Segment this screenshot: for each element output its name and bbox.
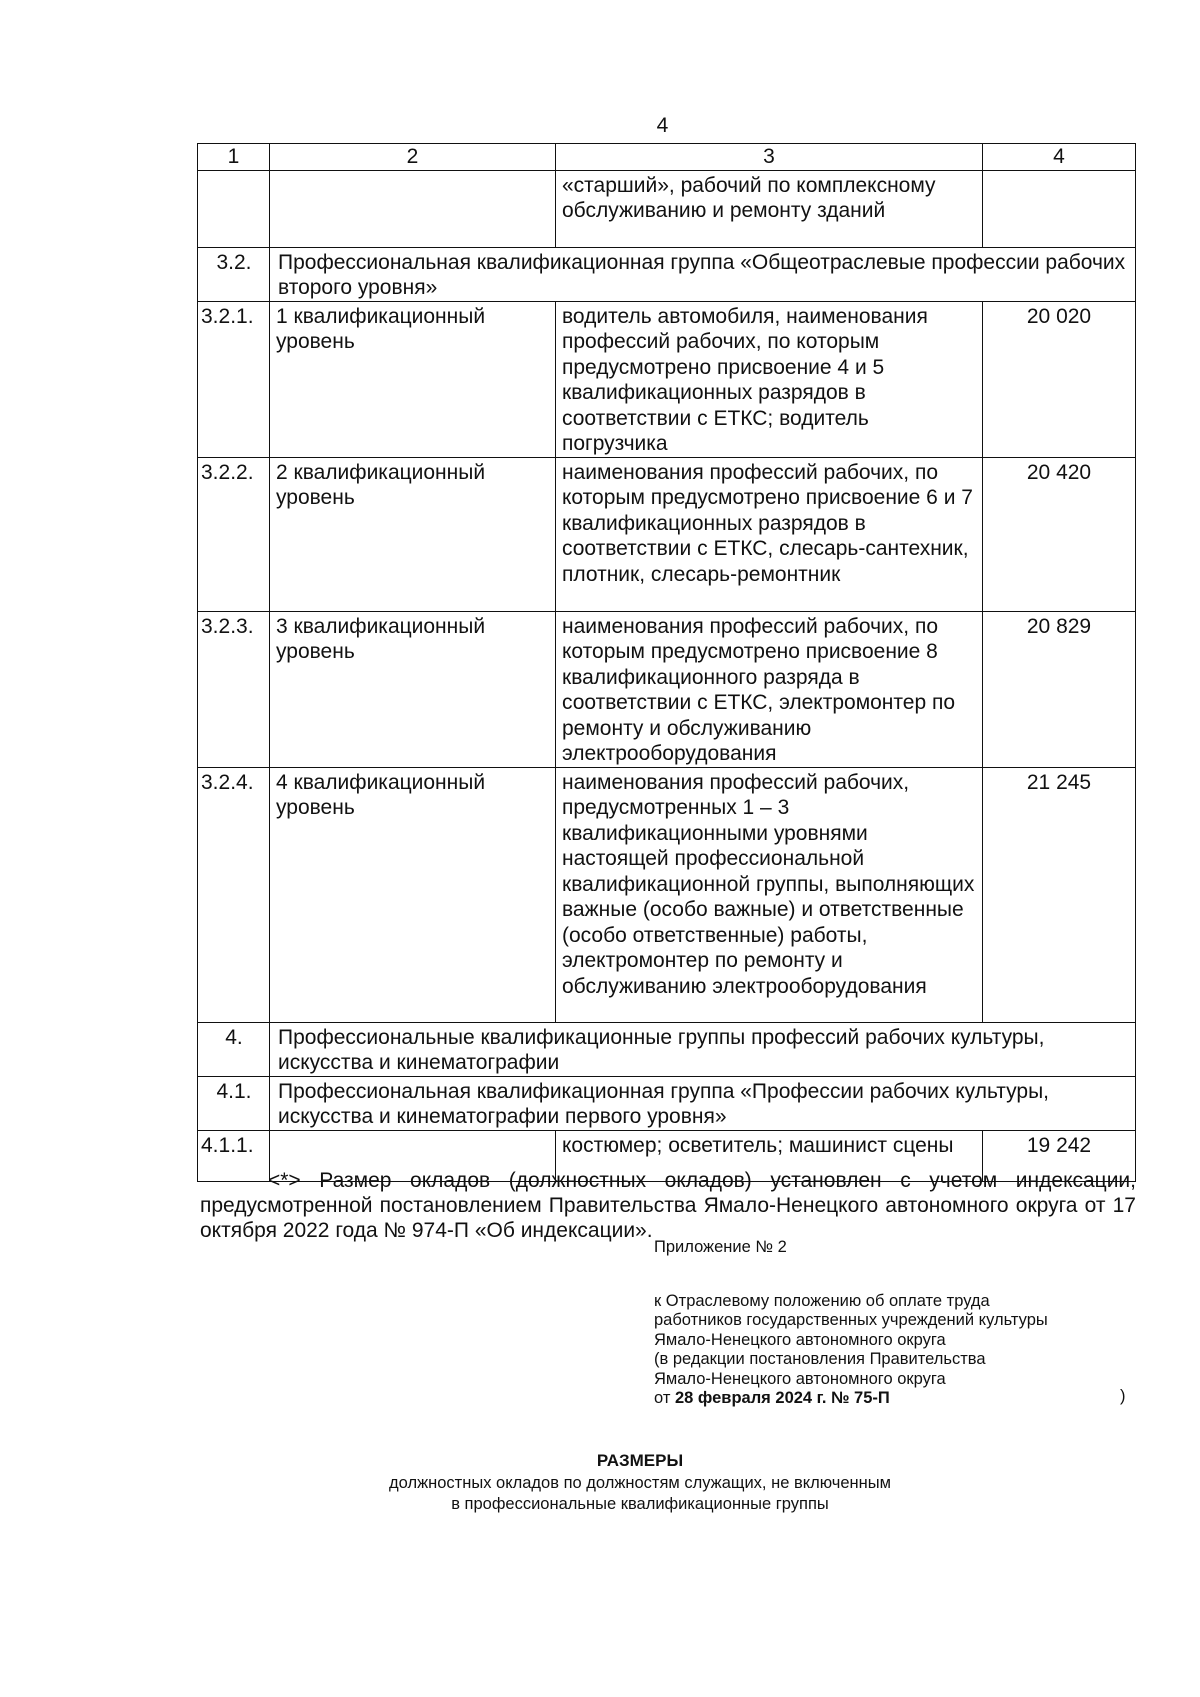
row-salary: 20 020 <box>983 301 1136 457</box>
table-row <box>198 767 1136 1022</box>
table-group-row <box>198 1076 1136 1130</box>
appendix-line: Ямало-Ненецкого автономного округа <box>654 1369 946 1388</box>
appendix-block <box>654 1238 1134 1409</box>
row-salary <box>983 170 1136 247</box>
appendix-line: работников государственных учреждений культуры <box>654 1311 1048 1329</box>
table-row <box>198 301 1136 457</box>
group-title: Профессиональная квалификационная группа «Профессии рабочих культуры, искусства и кинематографии первого уровня» <box>270 1076 1136 1130</box>
appendix-date-prefix: от <box>654 1389 671 1407</box>
heading-title: РАЗМЕРЫ <box>596 1451 684 1470</box>
row-level: 3 квалификационный уровень <box>270 611 556 767</box>
appendix-date-line <box>654 1389 1134 1409</box>
row-number: 3.2. <box>198 247 270 301</box>
row-number: 4.1. <box>198 1076 270 1130</box>
row-number <box>198 170 270 247</box>
appendix-line: Ямало-Ненецкого автономного округа <box>654 1330 946 1349</box>
appendix-line: к Отраслевому положению об оплате труда <box>654 1291 990 1310</box>
row-positions: «старший», рабочий по комплексному обслуживанию и ремонту зданий <box>556 170 983 247</box>
table-row <box>198 457 1136 611</box>
row-salary: 21 245 <box>983 767 1136 1022</box>
row-level: 2 квалификационный уровень <box>270 457 556 611</box>
group-title: Профессиональная квалификационная группа «Общеотраслевые профессии рабочих второго уровня» <box>270 247 1136 301</box>
row-level: 1 квалификационный уровень <box>270 301 556 457</box>
table-group-row <box>198 247 1136 301</box>
row-salary: 20 420 <box>983 457 1136 611</box>
row-positions: костюмер; осветитель; машинист сцены <box>556 1130 983 1181</box>
row-positions: наименования профессий рабочих, по которым предусмотрено присвоение 8 квалификационного разряда в соответствии с ЕТКС, электромонтер по ремонту и обслуживанию электрооборудования <box>556 611 983 767</box>
table-header-row <box>198 144 1136 171</box>
salary-table <box>197 143 1136 1182</box>
row-positions: наименования профессий рабочих, предусмотренных 1 – 3 квалификационными уровнями настоящей профессиональной квалификационной группы, выполняющих важные (особо важные) и ответственные (особо ответственные) работы, электромонтер по ремонту и обслуживанию электрооборудования <box>556 767 983 1022</box>
heading-line: в профессиональные квалификационные группы <box>451 1495 829 1513</box>
table-row <box>198 170 1136 247</box>
row-number: 3.2.2. <box>198 457 270 611</box>
appendix-closing-paren: ) <box>1120 1387 1126 1405</box>
appendix-line: (в редакции постановления Правительства <box>654 1350 986 1368</box>
table-group-row <box>198 1022 1136 1076</box>
row-positions: водитель автомобиля, наименования профессий рабочих, по которым предусмотрено присвоение 4 и 5 квалификационных разрядов в соответствии с ЕТКС; водитель погрузчика <box>556 301 983 457</box>
section-heading <box>0 1450 1200 1515</box>
header-col-1: 1 <box>198 144 270 171</box>
header-col-2: 2 <box>270 144 556 171</box>
row-salary: 19 242 <box>983 1130 1136 1181</box>
header-col-3: 3 <box>556 144 983 171</box>
footnote: <*> Размер окладов (должностных окладов) установлен с учетом индексации, предусмотренной постановлением Правительства Ямало-Ненецкого автономного округа от 17 октября 2022 года № 974-П «Об индексации». <box>200 1169 1136 1242</box>
group-title: Профессиональные квалификационные группы профессий рабочих культуры, искусства и кинематографии <box>270 1022 1136 1076</box>
row-level <box>270 170 556 247</box>
heading-line: должностных окладов по должностям служащих, не включенным <box>389 1474 891 1492</box>
row-number: 3.2.4. <box>198 767 270 1022</box>
appendix-title: Приложение № 2 <box>654 1238 787 1256</box>
row-salary: 20 829 <box>983 611 1136 767</box>
row-number: 4. <box>198 1022 270 1076</box>
row-number: 4.1.1. <box>198 1130 270 1181</box>
appendix-date: 28 февраля 2024 г. № 75-П <box>674 1389 890 1407</box>
header-col-4: 4 <box>983 144 1136 171</box>
row-number: 3.2.3. <box>198 611 270 767</box>
page-number: 4 <box>656 114 669 137</box>
table-row <box>198 611 1136 767</box>
row-level: 4 квалификационный уровень <box>270 767 556 1022</box>
row-number: 3.2.1. <box>198 301 270 457</box>
row-positions: наименования профессий рабочих, по которым предусмотрено присвоение 6 и 7 квалификационных разрядов в соответствии с ЕТКС, слесарь-сантехник, плотник, слесарь-ремонтник <box>556 457 983 611</box>
